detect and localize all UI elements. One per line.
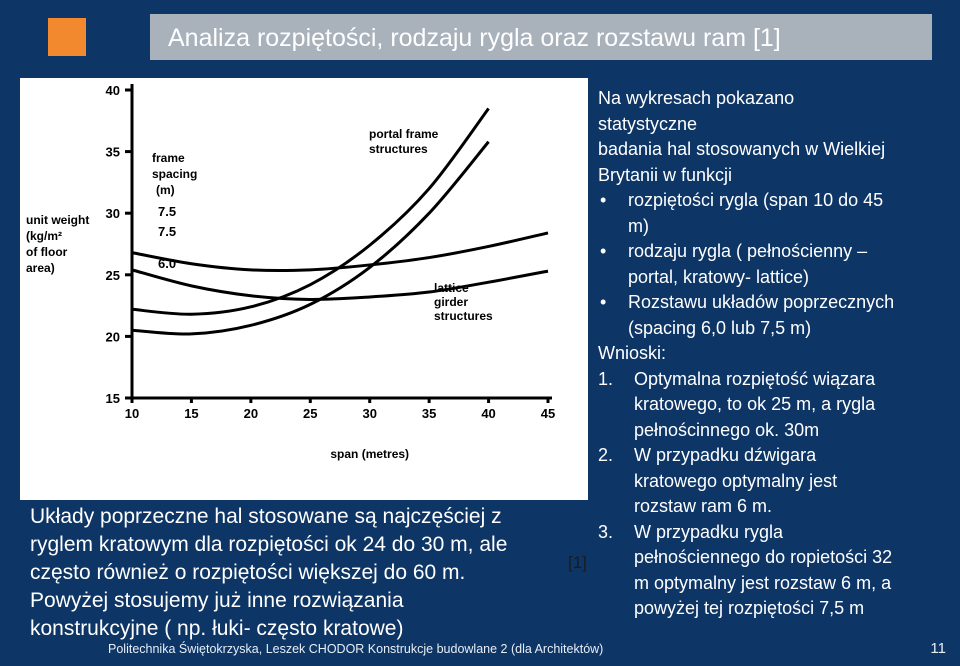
bullet-text: m): [628, 215, 649, 236]
conclusion-text: pełnościnnego ok. 30m: [634, 419, 820, 440]
bullet-text: (spacing 6,0 lub 7,5 m): [628, 317, 812, 338]
spacing-value-label: 7.5: [158, 224, 177, 239]
frame-spacing-label: spacing: [152, 167, 198, 181]
page-number: 11: [930, 640, 946, 657]
x-tick-label: 40: [481, 406, 496, 421]
conclusion-item: [598, 367, 948, 444]
bullet-text: portal, kratowy- lattice): [628, 266, 810, 287]
frame-spacing-label: (m): [156, 183, 175, 197]
bullet-icon: •: [600, 241, 607, 261]
lower-text-line: Powyżej stosujemy już inne rozwiązania: [30, 589, 404, 612]
y-axis-label: of floor: [26, 245, 68, 259]
y-axis-label: area): [26, 261, 55, 275]
intro-line: statystyczne: [598, 113, 698, 134]
x-tick-label: 45: [540, 406, 556, 421]
y-tick-label: 35: [105, 144, 120, 160]
y-tick-label: 20: [105, 329, 120, 345]
portal-frame-label: portal frame: [369, 127, 439, 141]
intro-line: badania hal stosowanych w Wielkiej: [598, 139, 886, 159]
bullet-item: [598, 239, 948, 290]
conclusion-text: rozstaw ram 6 m.: [634, 496, 773, 516]
lattice-girder-curve: [132, 233, 548, 271]
intro-line: Brytanii w funkcji: [598, 164, 733, 185]
chart-reference: [1]: [568, 553, 587, 572]
lattice-girder-label: lattice: [434, 281, 469, 295]
bullet-icon: •: [600, 190, 607, 210]
conclusion-text: m optymalny jest rozstaw 6 m, a: [634, 572, 892, 593]
slide-title: Analiza rozpiętości, rodzaju rygla oraz rozstawu ram [1]: [168, 24, 781, 52]
lattice-girder-label: girder: [434, 295, 469, 309]
x-tick-label: 35: [421, 406, 437, 421]
bullet-item: [598, 290, 948, 341]
span-weight-chart: [20, 78, 588, 500]
lattice-girder-curve: [132, 270, 548, 300]
y-tick-label: 40: [105, 83, 120, 98]
conclusion-text: kratowego, to ok 25 m, a rygla: [634, 394, 876, 414]
conclusions-heading: Wnioski:: [598, 343, 667, 363]
bullet-icon: •: [600, 292, 607, 312]
lattice-girder-label: structures: [434, 309, 493, 323]
lower-text-line: konstrukcyjne ( np. łuki- często kratowe): [30, 617, 404, 640]
y-axis-label: unit weight: [26, 213, 90, 227]
conclusion-text: W przypadku dźwigara: [634, 445, 817, 465]
bullet-text: rodzaju rygla ( pełnościenny –: [628, 241, 868, 261]
bullet-text: Rozstawu układów poprzecznych: [628, 292, 895, 312]
bullet-text: rozpiętości rygla (span 10 do 45: [628, 190, 884, 210]
x-tick-label: 30: [362, 406, 377, 421]
conclusion-text: powyżej tej rozpiętości 7,5 m: [634, 598, 865, 618]
conclusion-text: Optymalna rozpiętość wiązara: [634, 368, 876, 389]
conclusion-text: pełnościennego do ropietości 32: [634, 547, 893, 567]
x-tick-label: 15: [184, 406, 199, 421]
spacing-value-label: 7.5: [158, 204, 177, 219]
conclusion-item: [598, 443, 948, 520]
x-tick-label: 25: [303, 406, 318, 421]
lower-text-line: ryglem kratowym dla rozpiętości ok 24 do 30 m, ale: [30, 533, 508, 556]
title-accent-square: [48, 18, 86, 56]
description-block: [598, 86, 948, 622]
bullet-item: [598, 188, 948, 239]
conclusion-item: [598, 520, 948, 622]
frame-spacing-label: frame: [152, 151, 185, 165]
lower-text-line: Układy poprzeczne hal stosowane są najczęściej z: [30, 505, 502, 528]
x-tick-label: 20: [243, 406, 259, 421]
x-axis-label: span (metres): [330, 447, 410, 461]
y-tick-label: 15: [105, 391, 120, 406]
lower-text-line: często również o rozpiętości większej do 60 m.: [30, 561, 466, 584]
conclusion-number: 2.: [598, 445, 614, 465]
portal-frame-label: structures: [369, 142, 428, 156]
intro-line: Na wykresach pokazano: [598, 88, 795, 108]
y-tick-label: 25: [105, 267, 120, 283]
conclusion-number: 3.: [598, 521, 614, 542]
spacing-value-label: 6.0: [158, 256, 177, 271]
conclusion-number: 1.: [598, 368, 614, 389]
y-tick-label: 30: [105, 206, 120, 222]
conclusion-text: W przypadku rygla: [634, 521, 784, 542]
title-bar: [150, 14, 932, 60]
conclusion-text: kratowego optymalny jest: [634, 470, 838, 491]
y-axis-label: (kg/m²: [26, 229, 62, 243]
footer-text: Politechnika Świętokrzyska, Leszek CHODOR Konstrukcje budowlane 2 (dla Architektów): [108, 642, 604, 656]
footer: [0, 640, 960, 664]
x-tick-label: 10: [124, 406, 140, 421]
lower-text-block: [30, 503, 590, 643]
